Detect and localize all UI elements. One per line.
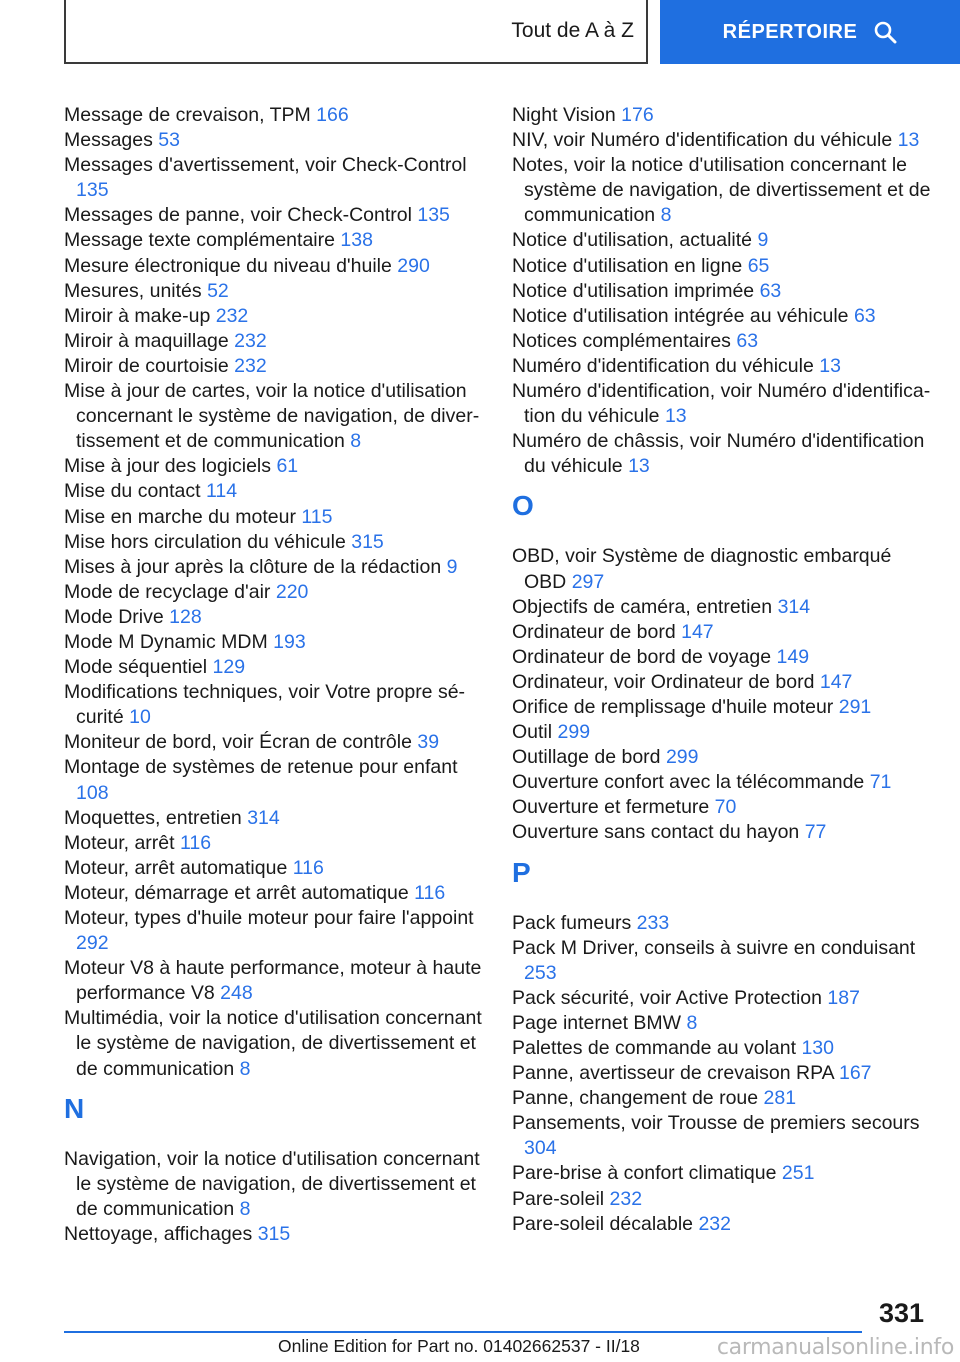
page-reference-link[interactable]: 135: [76, 179, 109, 202]
index-entry-text: Moteur, arrêt automatique: [64, 856, 288, 879]
index-entry: [512, 795, 932, 820]
index-entry-text: Pare-brise à confort climatique: [512, 1162, 777, 1185]
index-entry-text: Palettes de commande au volant: [512, 1037, 797, 1059]
index-entry: [512, 670, 932, 695]
page-reference-link[interactable]: 147: [819, 670, 853, 693]
index-entry: [512, 103, 932, 128]
page-reference-link[interactable]: 315: [351, 530, 384, 553]
index-entry: [512, 645, 932, 670]
index-entry-text: Notices complémentaires: [512, 329, 731, 352]
page-reference-link[interactable]: 135: [417, 204, 450, 227]
index-entry: [64, 1006, 484, 1081]
page-reference-link[interactable]: 314: [777, 595, 811, 618]
index-entry: [64, 254, 484, 279]
index-entry: [512, 1212, 932, 1237]
index-entry: [512, 228, 932, 253]
index-entry: [64, 505, 484, 530]
index-entry: [512, 936, 932, 986]
page-reference-link[interactable]: 63: [853, 304, 876, 327]
index-entry-text: Notice d'utilisation en ligne: [512, 254, 743, 277]
index-entry-text: Navigation, voir la notice d'utilisation concernant le système de navigation, de divertissement et de communication: [64, 1147, 480, 1220]
index-entry-text: Mise à jour de cartes, voir la notice d'utilisation concernant le système de navigation, de divertissement et de communication: [64, 380, 480, 453]
index-entry-text: Moquettes, entretien: [64, 806, 242, 829]
index-entry: [64, 103, 484, 128]
index-entry: [64, 956, 484, 1006]
tab-directory[interactable]: [660, 0, 960, 64]
index-entry: [64, 228, 484, 253]
index-entry: [512, 329, 932, 354]
page-reference-link[interactable]: 116: [292, 856, 324, 879]
index-entry-text: Page internet BMW: [512, 1011, 682, 1034]
index-entry-text: Message de crevaison, TPM: [64, 104, 311, 126]
footer-divider: [64, 1331, 862, 1333]
index-entry-text: Pack sécurité, voir Active Protection: [512, 986, 822, 1009]
index-entry-text: Miroir à maquillage: [64, 329, 229, 352]
index-entry-text: Numéro d'identification, voir Numéro d'identification du véhicule: [512, 380, 931, 428]
page-reference-link[interactable]: 39: [417, 731, 440, 754]
page-reference-link[interactable]: 65: [747, 254, 770, 277]
index-entry: [512, 1111, 932, 1161]
page-reference-link[interactable]: 63: [759, 279, 782, 302]
index-entry: [64, 655, 484, 680]
index-entry-text: Mise hors circulation du véhicule: [64, 530, 346, 553]
index-entry-text: Notice d'utilisation intégrée au véhicule: [512, 304, 849, 327]
index-entry-text: Ouverture et fermeture: [512, 796, 710, 819]
index-entry-text: Mode séquentiel: [64, 656, 208, 679]
index-entry: [64, 806, 484, 831]
page-reference-link[interactable]: 147: [681, 620, 714, 643]
page-reference-link[interactable]: 130: [801, 1037, 834, 1059]
index-entry-text: Mesure électronique du niveau d'huile: [64, 254, 392, 277]
index-entry-text: Pack M Driver, conseils à suivre en conduisant: [512, 936, 916, 959]
index-entry-text: Ouverture confort avec la télécommande: [512, 771, 865, 794]
index-entry: [64, 856, 484, 881]
tab-index-label: Tout de A à Z: [511, 19, 634, 42]
index-entry-text: Messages: [64, 129, 153, 152]
index-entry: [512, 770, 932, 795]
page-reference-link[interactable]: 71: [869, 771, 892, 794]
page-reference-link[interactable]: 315: [257, 1222, 291, 1245]
page-number: 331: [878, 1298, 924, 1328]
page-reference-link[interactable]: 115: [301, 505, 333, 528]
index-entry: [64, 605, 484, 630]
index-entry-text: Moniteur de bord, voir Écran de contrôle: [64, 731, 412, 754]
index-entry: [512, 279, 932, 304]
index-entry-text: Numéro d'identification du véhicule: [512, 354, 814, 377]
page-reference-link[interactable]: 61: [276, 455, 299, 478]
page-reference-link[interactable]: 187: [827, 986, 860, 1009]
index-entry: [512, 379, 932, 429]
index-entry-text: Outil: [512, 721, 553, 744]
index-entry-text: Objectifs de caméra, entretien: [512, 595, 773, 618]
page-reference-link[interactable]: 114: [206, 480, 238, 503]
index-entry: [64, 354, 484, 379]
index-entry: [512, 745, 932, 770]
index-entry-text: Moteur V8 à haute performance, moteur à haute performance V8: [64, 957, 482, 1005]
index-column-right: [512, 103, 932, 1237]
index-entry-text: Mise du contact: [64, 480, 201, 503]
index-entry-text: Messages d'avertissement, voir Check-Control: [64, 154, 467, 177]
page-reference-link[interactable]: 13: [664, 405, 687, 428]
page-reference-link[interactable]: 116: [414, 881, 446, 904]
page-reference-link[interactable]: 297: [571, 570, 605, 593]
index-entry: [64, 304, 484, 329]
page-reference-link[interactable]: 290: [397, 254, 430, 277]
index-entry: [512, 254, 932, 279]
tab-directory-label: RÉPERTOIRE: [722, 20, 858, 43]
index-entry: [512, 1061, 932, 1086]
index-entry-text: Notice d'utilisation, actualité: [512, 229, 753, 252]
index-entry: [512, 595, 932, 620]
index-entry: [512, 153, 932, 228]
page-reference-link[interactable]: 299: [665, 746, 699, 769]
index-entry-text: Modifications techniques, voir Votre propre sécurité: [64, 681, 466, 729]
page-reference-link[interactable]: 13: [897, 129, 920, 152]
index-entry: [64, 1222, 484, 1247]
page-reference-link[interactable]: 138: [340, 229, 373, 252]
index-entry-text: Ordinateur de bord: [512, 620, 676, 643]
page-reference-link[interactable]: 281: [763, 1087, 797, 1110]
page-reference-link[interactable]: 232: [234, 329, 267, 352]
index-entry-text: Nettoyage, affichages: [64, 1222, 253, 1245]
index-entry-text: Message texte complémentaire: [64, 229, 335, 252]
index-entry-text: Miroir de courtoisie: [64, 354, 229, 377]
page-reference-link[interactable]: 8: [239, 1197, 251, 1220]
index-entry-text: Pack fumeurs: [512, 911, 632, 934]
page-reference-link[interactable]: 8: [350, 430, 362, 453]
page-reference-link[interactable]: 77: [804, 821, 827, 844]
index-entry-text: NIV, voir Numéro d'identification du véhicule: [512, 129, 893, 152]
index-entry-text: Moteur, types d'huile moteur pour faire l'appoint: [64, 907, 474, 929]
index-entry: [512, 695, 932, 720]
index-entry: [64, 730, 484, 755]
index-entry-text: Ordinateur de bord de voyage: [512, 645, 772, 668]
page-reference-link[interactable]: 13: [628, 455, 650, 478]
index-entry: [64, 580, 484, 605]
page-reference-link[interactable]: 232: [234, 354, 267, 377]
index-entry-text: OBD, voir Système de diagnostic embarqué OBD: [512, 545, 892, 593]
index-entry-text: Ouverture sans contact du hayon: [512, 821, 800, 844]
index-entry: [64, 379, 484, 454]
page-reference-link[interactable]: 52: [207, 279, 229, 302]
index-entry: [64, 128, 484, 153]
index-entry: [512, 1011, 932, 1036]
index-entry: [512, 820, 932, 845]
page-reference-link[interactable]: 193: [273, 630, 306, 653]
index-entry: [512, 1187, 932, 1212]
index-entry-text: Pansements, voir Trousse de premiers secours: [512, 1112, 920, 1135]
index-entry: [512, 1161, 932, 1186]
page-reference-link[interactable]: 233: [636, 911, 670, 934]
index-entry: [64, 881, 484, 906]
index-entry: [512, 1086, 932, 1111]
index-entry-text: Montage de systèmes de retenue pour enfant: [64, 756, 458, 779]
index-entry-text: Panne, changement de roue: [512, 1087, 759, 1110]
index-entry-text: Moteur, arrêt: [64, 831, 175, 854]
index-entry: [64, 906, 484, 956]
page-reference-link[interactable]: 232: [698, 1212, 731, 1235]
page-reference-link[interactable]: 149: [776, 645, 810, 668]
page-reference-link[interactable]: 53: [158, 129, 180, 152]
page-reference-link[interactable]: 63: [736, 329, 759, 352]
index-entry: [64, 630, 484, 655]
tab-index-a-z[interactable]: [64, 0, 648, 64]
index-entry-text: Panne, avertisseur de crevaison RPA: [512, 1062, 834, 1085]
index-entry-text: Moteur, démarrage et arrêt automatique: [64, 881, 409, 904]
index-entry-text: Mode M Dynamic MDM: [64, 630, 268, 653]
page-reference-link[interactable]: 314: [247, 806, 280, 829]
index-entry: [64, 831, 484, 856]
page-reference-link[interactable]: 232: [215, 304, 249, 327]
page-reference-link[interactable]: 304: [524, 1137, 557, 1160]
page-reference-link[interactable]: 9: [757, 229, 769, 252]
page-reference-link[interactable]: 299: [557, 721, 591, 744]
index-entry: [512, 620, 932, 645]
page-reference-link[interactable]: 70: [714, 796, 737, 819]
page-reference-link[interactable]: 248: [220, 982, 253, 1005]
section-letter: P: [512, 856, 531, 888]
index-entry: [64, 454, 484, 479]
index-entry: [512, 429, 932, 479]
page-reference-link[interactable]: 8: [686, 1011, 698, 1034]
page-reference-link[interactable]: 232: [609, 1187, 643, 1210]
page-reference-link[interactable]: 129: [212, 656, 246, 679]
index-entry: [64, 279, 484, 304]
index-entry-text: Mode de recyclage d'air: [64, 580, 271, 603]
page-reference-link[interactable]: 116: [179, 831, 212, 854]
index-entry-text: Miroir à make-up: [64, 304, 211, 327]
index-entry: [512, 128, 932, 153]
page-reference-link[interactable]: 166: [316, 104, 349, 126]
page-reference-link[interactable]: 253: [524, 961, 557, 984]
index-entry: [512, 911, 932, 936]
index-entry-text: Orifice de remplissage d'huile moteur: [512, 695, 834, 718]
page-reference-link[interactable]: 292: [76, 932, 109, 955]
index-entry-text: Ordinateur, voir Ordinateur de bord: [512, 670, 815, 693]
index-entry: [512, 1036, 932, 1061]
index-entry-text: Notice d'utilisation imprimée: [512, 279, 755, 302]
page-reference-link[interactable]: 167: [838, 1062, 872, 1085]
page-reference-link[interactable]: 8: [660, 204, 672, 227]
footer-edition: Online Edition for Part no. 01402662537 - II/18: [278, 1336, 640, 1356]
page-reference-link[interactable]: 10: [129, 706, 151, 729]
index-entry-text: Mise à jour des logiciels: [64, 455, 272, 478]
index-entry: [512, 304, 932, 329]
index-entry: [64, 203, 484, 228]
index-entry-text: Mise en marche du moteur: [64, 505, 296, 528]
index-entry: [64, 329, 484, 354]
index-entry-text: Pare-soleil: [512, 1187, 605, 1210]
index-entry-text: Multimédia, voir la notice d'utilisation concernant le système de navigation, de divertissement et de communication: [64, 1007, 482, 1080]
index-entry-text: Messages de panne, voir Check-Control: [64, 204, 412, 227]
index-entry-text: Mises à jour après la clôture de la rédaction: [64, 555, 442, 578]
page-reference-link[interactable]: 176: [621, 104, 654, 126]
search-icon[interactable]: [873, 20, 897, 44]
page-reference-link[interactable]: 128: [169, 605, 202, 628]
index-entry: [64, 153, 484, 203]
page-reference-link[interactable]: 251: [781, 1162, 815, 1185]
index-entry-text: Mesures, unités: [64, 279, 202, 302]
index-entry: [64, 680, 484, 730]
index-entry-text: Pare-soleil décalable: [512, 1212, 694, 1235]
page-reference-link[interactable]: 220: [275, 580, 309, 603]
index-entry: [512, 720, 932, 745]
page-reference-link[interactable]: 8: [239, 1057, 251, 1080]
page-reference-link[interactable]: 108: [76, 781, 109, 804]
page-reference-link[interactable]: 291: [838, 695, 872, 718]
index-entry: [64, 530, 484, 555]
index-entry: [512, 986, 932, 1011]
index-entry-text: Night Vision: [512, 104, 616, 126]
index-entry: [64, 755, 484, 805]
index-entry-text: Outillage de bord: [512, 746, 661, 769]
section-letter: O: [512, 490, 534, 522]
index-column-left: [64, 103, 484, 1247]
index-entry-text: Mode Drive: [64, 605, 164, 628]
index-entry: [64, 555, 484, 580]
index-entry: [64, 479, 484, 504]
index-entry: [512, 354, 932, 379]
index-entry: [512, 544, 932, 594]
page-reference-link[interactable]: 9: [446, 555, 458, 578]
section-letter: N: [64, 1092, 85, 1124]
index-entry-text: Notes, voir la notice d'utilisation concernant le système de navigation, de divertissement et de communication: [512, 154, 931, 227]
index-entry-text: Numéro de châssis, voir Numéro d'identification du véhicule: [512, 430, 925, 478]
index-entry: [64, 1147, 484, 1222]
watermark: carmanualsonline.info: [716, 1335, 954, 1360]
page-reference-link[interactable]: 13: [819, 354, 841, 377]
